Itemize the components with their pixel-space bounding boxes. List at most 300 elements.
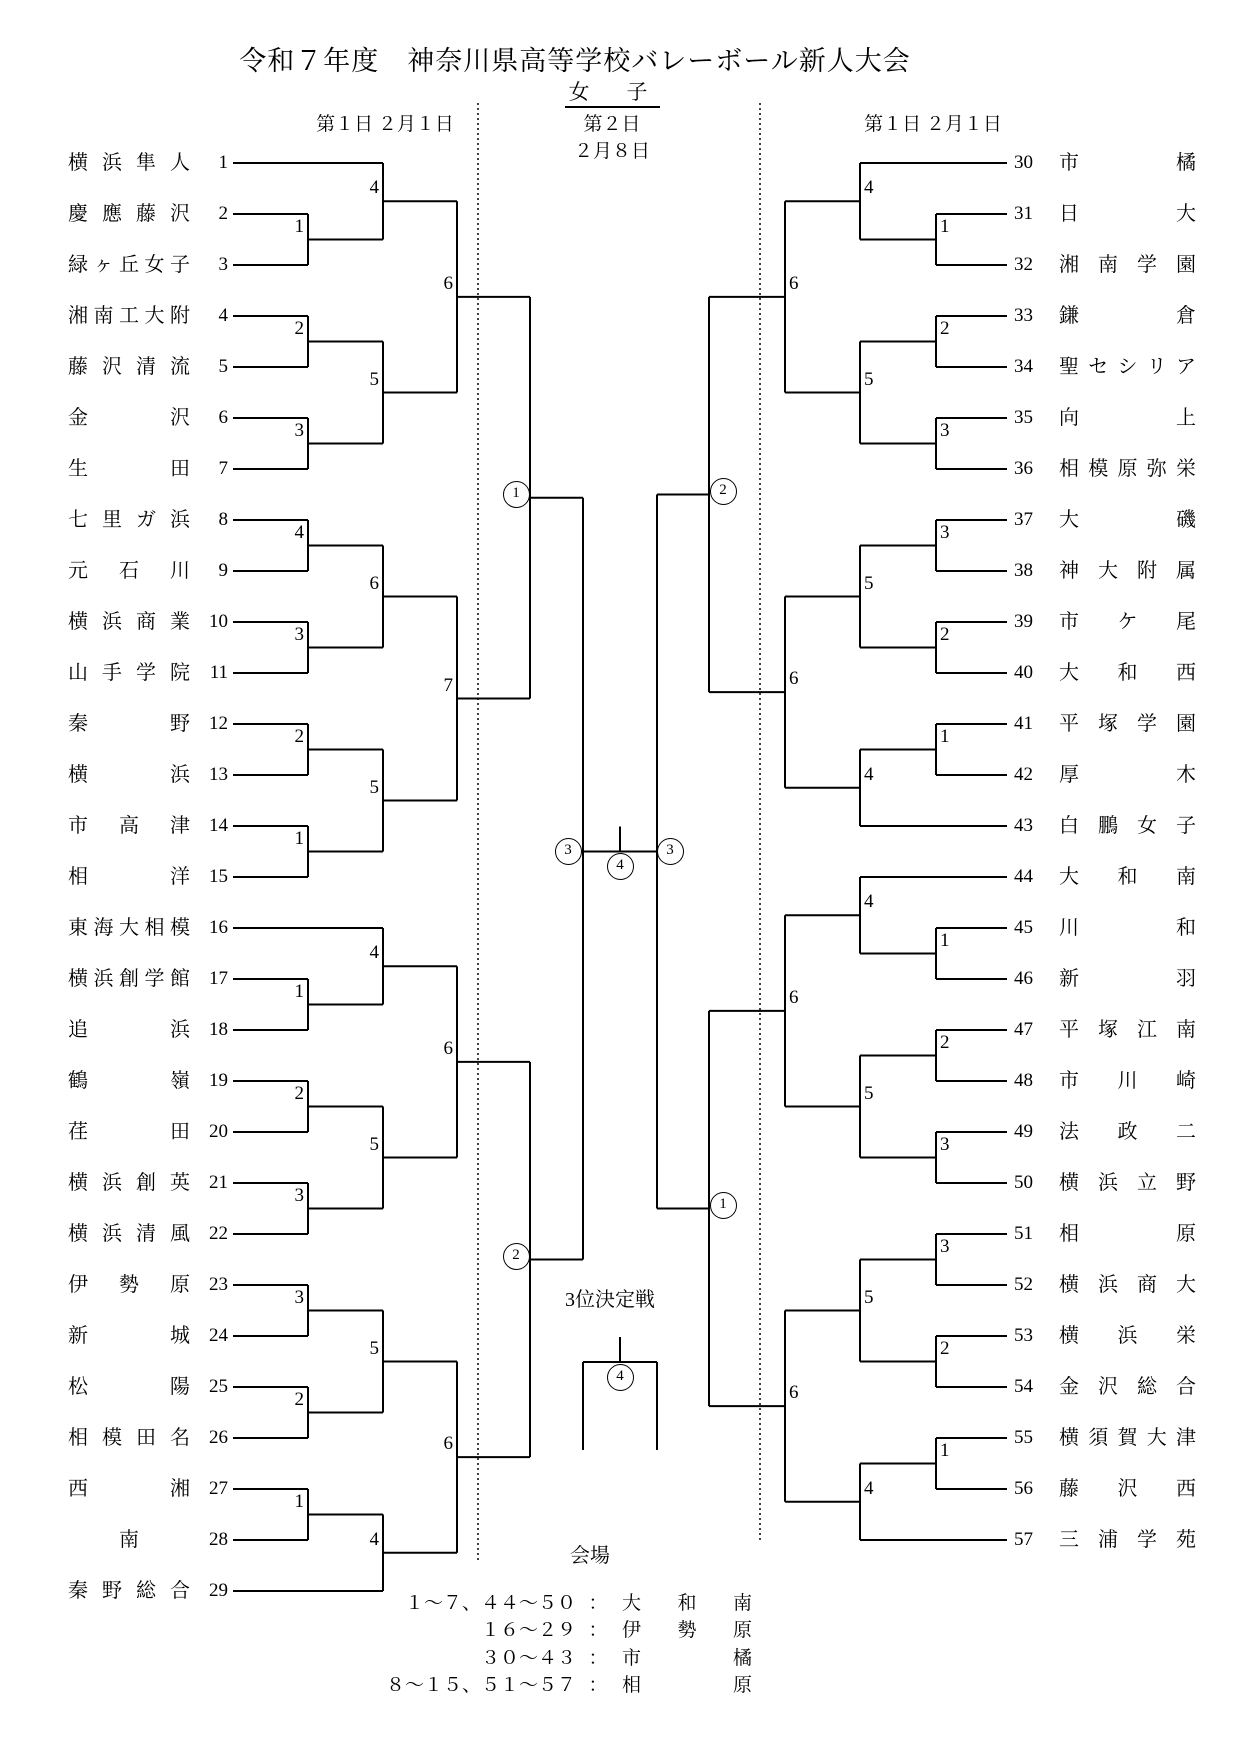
court-number: 4 — [369, 942, 379, 964]
team-name — [1059, 149, 1196, 177]
court-number: 3 — [940, 1133, 950, 1155]
team-name — [68, 1424, 190, 1452]
team-name — [1059, 557, 1196, 585]
name-char: リ — [1146, 356, 1167, 378]
name-char: 総 — [1137, 1376, 1157, 1398]
name-char: 和 — [1117, 866, 1138, 888]
match-order-circle: 2 — [503, 1243, 530, 1270]
name-char: 附 — [170, 305, 190, 327]
team-name — [1059, 251, 1196, 279]
name-char: シ — [1117, 356, 1138, 378]
match-order-circle: 4 — [607, 853, 634, 880]
team-name — [1059, 1118, 1196, 1146]
team-name — [68, 1577, 190, 1605]
name-char: セ — [1088, 356, 1109, 378]
center-date-header: ２月８日 — [573, 141, 650, 162]
name-char: 勢 — [677, 1620, 697, 1641]
left-day-header: 第１日 ２月１日 — [316, 114, 454, 135]
team-number: 48 — [1014, 1070, 1033, 1091]
team-number: 32 — [1014, 254, 1033, 275]
team-name — [68, 1526, 190, 1554]
court-number: 5 — [369, 1133, 379, 1155]
venue-range: １６～２９ — [480, 1620, 576, 1641]
court-number: 3 — [940, 419, 950, 441]
team-name — [1059, 761, 1196, 789]
team-name — [68, 149, 190, 177]
team-number: 27 — [209, 1478, 228, 1499]
name-char: 合 — [1176, 1376, 1196, 1398]
team-number: 9 — [218, 560, 228, 581]
team-number: 49 — [1014, 1121, 1033, 1142]
name-char: 子 — [1176, 815, 1196, 837]
name-char: 羽 — [1176, 968, 1196, 990]
name-char: 浜 — [102, 152, 122, 174]
team-number: 55 — [1014, 1427, 1033, 1448]
team-number: 21 — [209, 1172, 228, 1193]
name-char: 創 — [119, 968, 139, 990]
team-name — [1059, 812, 1196, 840]
name-char: 学 — [136, 662, 156, 684]
venue-name — [622, 1618, 752, 1644]
court-number: 4 — [864, 891, 874, 913]
court-number: 5 — [864, 1286, 874, 1308]
team-name — [1059, 404, 1196, 432]
name-char: 清 — [136, 1223, 156, 1245]
third-place-title: 3位決定戦 — [565, 1289, 655, 1311]
team-name — [1059, 1322, 1196, 1350]
team-number: 10 — [209, 611, 228, 632]
name-char: 大 — [1176, 203, 1196, 225]
court-number: 1 — [294, 827, 304, 849]
court-number: 3 — [294, 1184, 304, 1206]
name-char: 相 — [1059, 458, 1079, 480]
name-char: 相 — [68, 1427, 88, 1449]
team-number: 29 — [209, 1580, 228, 1601]
court-number: 5 — [369, 1337, 379, 1359]
court-number: 1 — [940, 725, 950, 747]
team-number: 16 — [209, 917, 228, 938]
name-char: 浜 — [170, 1019, 190, 1041]
team-number: 12 — [209, 713, 228, 734]
name-char: 慶 — [68, 203, 88, 225]
team-number: 19 — [209, 1070, 228, 1091]
name-char: 浜 — [1117, 1325, 1138, 1347]
name-char: 大 — [1176, 1274, 1196, 1296]
team-number: 11 — [209, 662, 228, 683]
team-number: 7 — [218, 458, 228, 479]
name-char: 津 — [1176, 1427, 1196, 1449]
team-name — [68, 863, 190, 891]
name-char: 学 — [144, 968, 165, 990]
name-char: 鵬 — [1098, 815, 1118, 837]
name-char: 市 — [1059, 611, 1079, 633]
court-number: 6 — [789, 1382, 799, 1404]
team-name — [1059, 1067, 1196, 1095]
name-char: 沢 — [102, 356, 122, 378]
name-char: 崎 — [1176, 1070, 1196, 1092]
name-char: 栄 — [1176, 458, 1196, 480]
court-number: 4 — [864, 177, 874, 199]
name-char: 手 — [102, 662, 122, 684]
name-char: 隼 — [136, 152, 156, 174]
team-number: 43 — [1014, 815, 1033, 836]
team-number: 56 — [1014, 1478, 1033, 1499]
name-char: 相 — [622, 1675, 642, 1696]
name-char: 平 — [1059, 713, 1079, 735]
name-char: 川 — [1117, 1070, 1138, 1092]
name-char: 平 — [1059, 1019, 1079, 1041]
name-char: 沢 — [170, 203, 190, 225]
team-number: 35 — [1014, 407, 1033, 428]
team-name — [68, 1118, 190, 1146]
team-number: 13 — [209, 764, 228, 785]
court-number: 3 — [294, 1286, 304, 1308]
team-number: 17 — [209, 968, 228, 989]
name-char: 浜 — [1098, 1274, 1118, 1296]
name-char: 橘 — [732, 1648, 752, 1669]
team-number: 47 — [1014, 1019, 1033, 1040]
gender-subtitle-text: 女 子 — [565, 79, 660, 108]
court-number: 3 — [294, 623, 304, 645]
name-char: 原 — [732, 1620, 752, 1641]
team-number: 39 — [1014, 611, 1033, 632]
court-number: 3 — [294, 419, 304, 441]
team-number: 24 — [209, 1325, 228, 1346]
court-number: 3 — [940, 1235, 950, 1257]
name-char: 藤 — [136, 203, 156, 225]
team-name — [1059, 455, 1196, 483]
name-char: ケ — [1117, 611, 1138, 633]
name-char: 南 — [1176, 866, 1196, 888]
venue-range: ８～１５、５１～５７ — [385, 1675, 576, 1696]
court-number: 5 — [369, 776, 379, 798]
team-name — [68, 251, 190, 279]
name-char: 浜 — [170, 764, 190, 786]
team-number: 30 — [1014, 152, 1033, 173]
court-number: 3 — [940, 521, 950, 543]
team-number: 36 — [1014, 458, 1033, 479]
name-char: 院 — [170, 662, 190, 684]
court-number: 2 — [294, 725, 304, 747]
name-char: 海 — [93, 917, 114, 939]
name-char: 業 — [170, 611, 190, 633]
team-name — [68, 710, 190, 738]
team-name — [68, 914, 190, 942]
name-char: 鶴 — [68, 1070, 88, 1092]
team-name — [68, 1475, 190, 1503]
team-name — [1059, 506, 1196, 534]
name-char: 倉 — [1176, 305, 1196, 327]
name-char: 大 — [1059, 662, 1079, 684]
team-name — [68, 200, 190, 228]
court-number: 2 — [940, 1031, 950, 1053]
name-char: 模 — [1088, 458, 1109, 480]
court-number: 2 — [294, 1082, 304, 1104]
name-char: 川 — [170, 560, 190, 582]
name-char: 日 — [1059, 203, 1079, 225]
court-number: 6 — [443, 1037, 453, 1059]
name-char: 附 — [1137, 560, 1157, 582]
name-char: 浜 — [1098, 1172, 1118, 1194]
court-number: 1 — [940, 1439, 950, 1461]
name-char: 木 — [1176, 764, 1196, 786]
court-number: 5 — [864, 368, 874, 390]
team-number: 4 — [218, 305, 228, 326]
name-char: 金 — [1059, 1376, 1079, 1398]
team-name — [68, 1322, 190, 1350]
name-char: 商 — [1137, 1274, 1157, 1296]
name-char: 江 — [1137, 1019, 1157, 1041]
team-number: 26 — [209, 1427, 228, 1448]
match-order-circle: 1 — [503, 481, 530, 508]
team-number: 45 — [1014, 917, 1033, 938]
name-char: 創 — [136, 1172, 156, 1194]
name-char: 市 — [1059, 152, 1079, 174]
name-char: 原 — [732, 1675, 752, 1696]
name-char: 塚 — [1098, 1019, 1118, 1041]
name-char: 浜 — [102, 611, 122, 633]
name-char: 模 — [102, 1427, 122, 1449]
name-char: 大 — [144, 305, 165, 327]
name-char: 西 — [1176, 1478, 1196, 1500]
name-char: 原 — [170, 1274, 190, 1296]
name-char: 法 — [1059, 1121, 1079, 1143]
court-number: 7 — [443, 674, 453, 696]
name-char: 浦 — [1098, 1529, 1118, 1551]
team-name — [1059, 1373, 1196, 1401]
name-char: 横 — [68, 152, 88, 174]
name-char: 二 — [1176, 1121, 1196, 1143]
court-number: 6 — [789, 986, 799, 1008]
name-char: 聖 — [1059, 356, 1079, 378]
team-name — [68, 1220, 190, 1248]
court-number: 4 — [369, 1528, 379, 1550]
team-number: 37 — [1014, 509, 1033, 530]
court-number: 2 — [940, 317, 950, 339]
court-number: 4 — [864, 1477, 874, 1499]
name-char: 総 — [136, 1580, 156, 1602]
court-number: 1 — [294, 980, 304, 1002]
team-number: 28 — [209, 1529, 228, 1550]
team-name — [68, 1271, 190, 1299]
name-char: 属 — [1176, 560, 1196, 582]
court-number: 5 — [864, 572, 874, 594]
court-number: 5 — [864, 1082, 874, 1104]
team-name — [1059, 1016, 1196, 1044]
name-char: 横 — [68, 611, 88, 633]
team-name — [68, 557, 190, 585]
name-char: 秦 — [68, 713, 88, 735]
name-char: 流 — [170, 356, 190, 378]
court-number: 6 — [443, 272, 453, 294]
name-char: 大 — [622, 1593, 642, 1614]
venue-range: ３０～４３ — [480, 1648, 576, 1669]
name-char: 南 — [1098, 254, 1118, 276]
name-char: 上 — [1176, 407, 1196, 429]
name-char: 南 — [93, 305, 114, 327]
name-char: 市 — [622, 1648, 642, 1669]
team-name — [68, 608, 190, 636]
court-number: 1 — [940, 929, 950, 951]
name-char: 相 — [144, 917, 165, 939]
venue-name — [622, 1591, 752, 1617]
match-order-circle: 2 — [710, 478, 737, 505]
name-char: 商 — [136, 611, 156, 633]
name-char: 横 — [68, 968, 88, 990]
name-char: 人 — [170, 152, 190, 174]
team-number: 50 — [1014, 1172, 1033, 1193]
team-number: 51 — [1014, 1223, 1033, 1244]
name-char: 湘 — [1059, 254, 1079, 276]
team-name — [1059, 608, 1196, 636]
court-number: 2 — [940, 1337, 950, 1359]
name-char: ア — [1176, 356, 1196, 378]
match-order-circle: 4 — [607, 1364, 634, 1391]
name-char: 浜 — [170, 509, 190, 531]
name-char: 湘 — [68, 305, 88, 327]
court-number: 6 — [443, 1433, 453, 1455]
venue-name — [622, 1673, 752, 1699]
team-number: 20 — [209, 1121, 228, 1142]
name-char: 陽 — [170, 1376, 190, 1398]
name-char: 横 — [1059, 1427, 1079, 1449]
team-number: 3 — [218, 254, 228, 275]
name-char: 横 — [68, 764, 88, 786]
court-number: 4 — [294, 521, 304, 543]
team-number: 53 — [1014, 1325, 1033, 1346]
court-number: 2 — [940, 623, 950, 645]
team-number: 25 — [209, 1376, 228, 1397]
venue-range: １～７、４４～５０ — [404, 1593, 576, 1614]
venue-separator: ： — [588, 1675, 608, 1696]
court-number: 6 — [789, 272, 799, 294]
court-number: 2 — [294, 317, 304, 339]
name-char: 女 — [144, 254, 165, 276]
team-name — [68, 1373, 190, 1401]
name-char: 相 — [68, 866, 88, 888]
name-char: 風 — [170, 1223, 190, 1245]
name-char: 生 — [68, 458, 88, 480]
team-number: 14 — [209, 815, 228, 836]
name-char: 横 — [1059, 1274, 1079, 1296]
team-number: 5 — [218, 356, 228, 377]
court-number: 1 — [294, 1490, 304, 1512]
name-char: 原 — [1117, 458, 1138, 480]
name-char: 英 — [170, 1172, 190, 1194]
match-order-circle: 3 — [657, 838, 684, 865]
name-char: 政 — [1117, 1121, 1138, 1143]
court-number: 4 — [369, 177, 379, 199]
name-char: 沢 — [170, 407, 190, 429]
name-char: 市 — [1059, 1070, 1079, 1092]
team-name — [1059, 200, 1196, 228]
name-char: 野 — [170, 713, 190, 735]
team-number: 57 — [1014, 1529, 1033, 1550]
venue-separator: ： — [588, 1648, 608, 1669]
team-number: 23 — [209, 1274, 228, 1295]
team-name — [68, 455, 190, 483]
team-name — [1059, 1220, 1196, 1248]
name-char: 白 — [1059, 815, 1079, 837]
name-char: 賀 — [1117, 1427, 1138, 1449]
team-number: 33 — [1014, 305, 1033, 326]
name-char: 園 — [1176, 713, 1196, 735]
team-number: 44 — [1014, 866, 1033, 887]
team-name — [1059, 1526, 1196, 1554]
name-char: 嶺 — [170, 1070, 190, 1092]
match-order-circle: 3 — [555, 838, 582, 865]
name-char: 市 — [68, 815, 88, 837]
team-name — [68, 1067, 190, 1095]
name-char: 伊 — [622, 1620, 642, 1641]
team-name — [1059, 353, 1196, 381]
name-char: 洋 — [170, 866, 190, 888]
team-name — [68, 965, 190, 993]
team-number: 31 — [1014, 203, 1033, 224]
name-char: 藤 — [1059, 1478, 1079, 1500]
team-number: 22 — [209, 1223, 228, 1244]
name-char: 向 — [1059, 407, 1079, 429]
team-name — [1059, 965, 1196, 993]
name-char: 学 — [1137, 1529, 1157, 1551]
team-name — [1059, 1475, 1196, 1503]
name-char: 尾 — [1176, 611, 1196, 633]
team-name — [68, 404, 190, 432]
name-char: 塚 — [1098, 713, 1118, 735]
name-char: 立 — [1137, 1172, 1157, 1194]
team-name — [1059, 863, 1196, 891]
name-char: ヶ — [93, 254, 114, 276]
name-char: 横 — [68, 1223, 88, 1245]
name-char: 横 — [1059, 1325, 1079, 1347]
name-char: 横 — [1059, 1172, 1079, 1194]
name-char: 應 — [102, 203, 122, 225]
name-char: 緑 — [68, 254, 88, 276]
name-char: 浜 — [102, 1172, 122, 1194]
name-char: 橘 — [1176, 152, 1196, 174]
name-char: 園 — [1176, 254, 1196, 276]
name-char: 館 — [170, 968, 190, 990]
team-name — [1059, 1169, 1196, 1197]
team-number: 42 — [1014, 764, 1033, 785]
court-number: 1 — [940, 215, 950, 237]
name-char: 里 — [102, 509, 122, 531]
name-char: 横 — [68, 1172, 88, 1194]
name-char: 鎌 — [1059, 305, 1079, 327]
team-name — [1059, 914, 1196, 942]
name-char: 大 — [1098, 560, 1118, 582]
name-char: ガ — [136, 509, 156, 531]
name-char: 南 — [1176, 1019, 1196, 1041]
name-char: 新 — [1059, 968, 1079, 990]
name-char: 子 — [170, 254, 190, 276]
name-char: 勢 — [119, 1274, 139, 1296]
name-char: 山 — [68, 662, 88, 684]
name-char: 金 — [68, 407, 88, 429]
name-char: 藤 — [68, 356, 88, 378]
team-name — [68, 1169, 190, 1197]
name-char: 南 — [732, 1593, 752, 1614]
name-char: 元 — [68, 560, 88, 582]
name-char: 名 — [170, 1427, 190, 1449]
name-char: 相 — [1059, 1223, 1079, 1245]
name-char: 厚 — [1059, 764, 1079, 786]
court-number: 2 — [294, 1388, 304, 1410]
team-number: 8 — [218, 509, 228, 530]
match-order-circle: 1 — [710, 1192, 737, 1219]
name-char: 田 — [170, 458, 190, 480]
team-number: 2 — [218, 203, 228, 224]
